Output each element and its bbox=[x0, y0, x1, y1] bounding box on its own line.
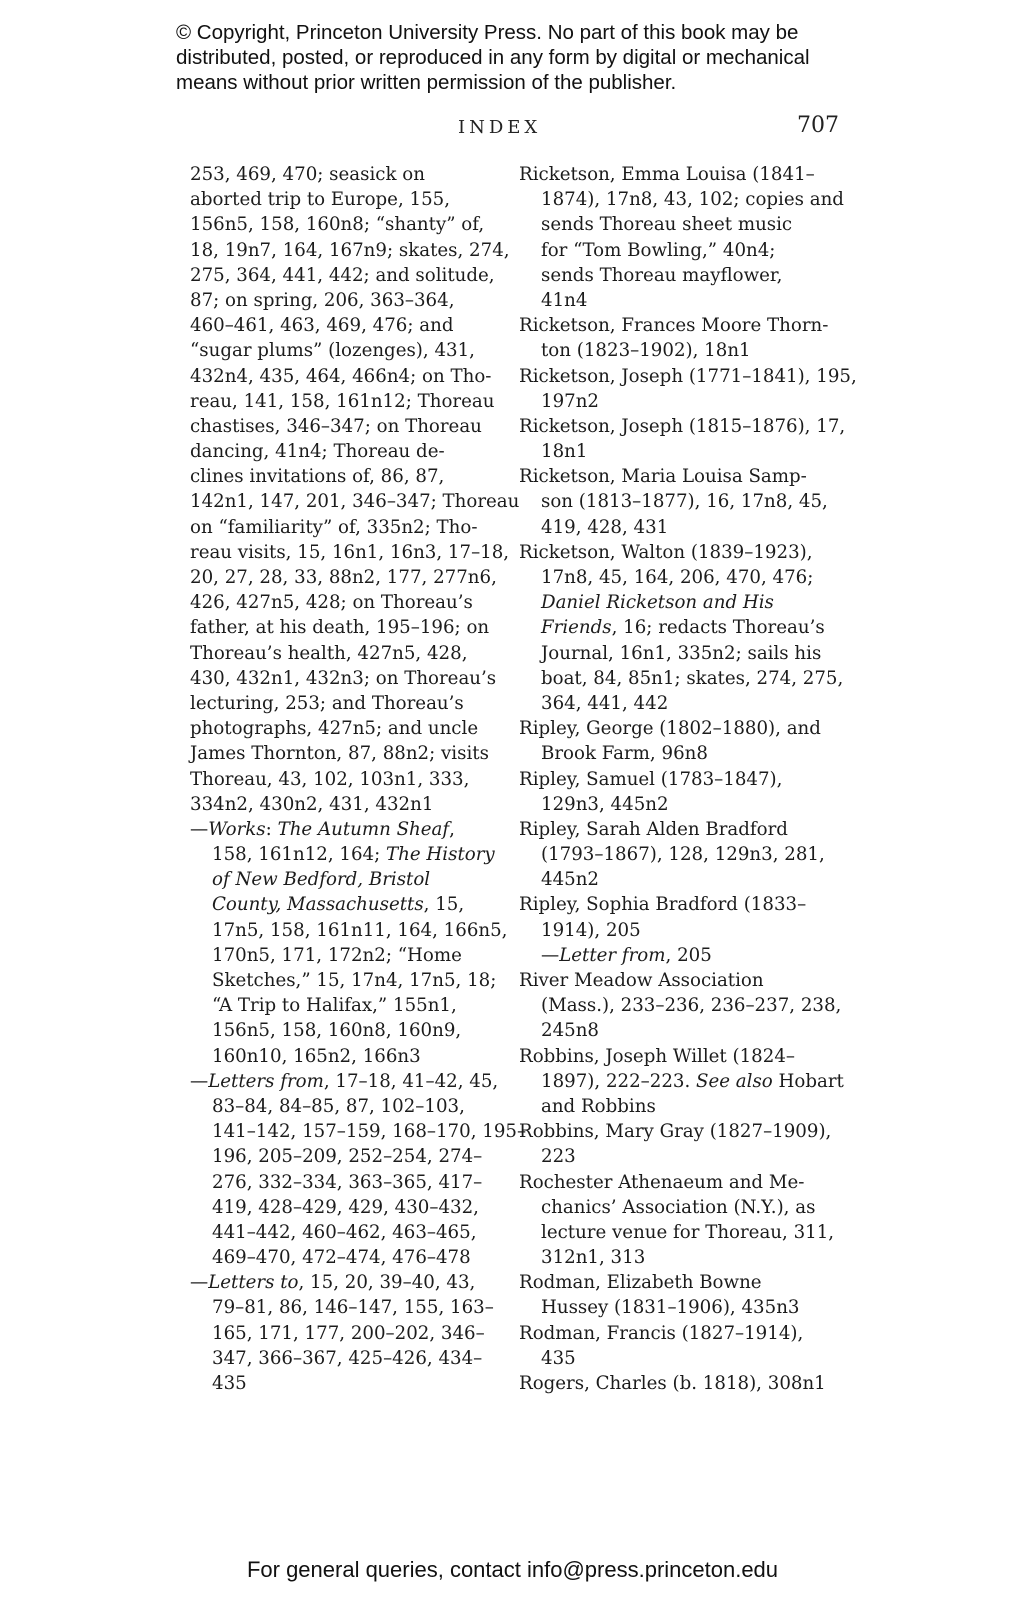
index-entry-line: on “familiarity” of, 335n2; Tho- bbox=[190, 516, 478, 538]
index-entry-line: Ricketson, Walton (1839–1923), bbox=[519, 541, 813, 563]
index-entry-line: clines invitations of, 86, 87, bbox=[190, 466, 445, 488]
index-entry-line: Thoreau’s health, 427n5, 428, bbox=[190, 642, 468, 664]
index-entry-line: chastises, 346–347; on Thoreau bbox=[190, 415, 482, 437]
index-entry-continuation: (1793–1867), 128, 129n3, 281, bbox=[541, 844, 825, 866]
index-entry-continuation: 469–470, 472–474, 476–478 bbox=[212, 1247, 471, 1269]
index-entry-continuation: Sketches,” 15, 17n4, 17n5, 18; bbox=[212, 970, 497, 991]
index-entry-line: Ripley, Sophia Bradford (1833– bbox=[519, 894, 807, 916]
index-column-left bbox=[190, 162, 527, 1396]
index-entry-line: River Meadow Association bbox=[519, 970, 764, 991]
index-entry-continuation: 276, 332–334, 363–365, 417– bbox=[212, 1171, 483, 1193]
index-entry-continuation: County, Massachusetts, 15, bbox=[212, 894, 465, 916]
index-entry-line: Ricketson, Maria Louisa Samp- bbox=[519, 466, 807, 488]
index-entry-line: reau, 141, 158, 161n12; Thoreau bbox=[190, 390, 495, 412]
index-entry-line: Robbins, Mary Gray (1827–1909), bbox=[519, 1121, 832, 1143]
index-entry-line: Rochester Athenaeum and Me- bbox=[519, 1171, 805, 1193]
copyright-notice bbox=[176, 20, 876, 95]
index-entry-line: “sugar plums” (lozenges), 431, bbox=[190, 340, 475, 362]
index-entry-line: —Letters to, 15, 20, 39–40, 43, bbox=[190, 1272, 476, 1294]
index-entry-continuation: ton (1823–1902), 18n1 bbox=[541, 340, 751, 362]
index-entry-continuation: 129n3, 445n2 bbox=[541, 793, 669, 815]
index-entry-line: —Letters from, 17–18, 41–42, 45, bbox=[190, 1070, 499, 1092]
index-entry-continuation: 1874), 17n8, 43, 102; copies and bbox=[541, 189, 844, 211]
index-entry-continuation: 165, 171, 177, 200–202, 346– bbox=[212, 1322, 485, 1344]
index-entry-line: 426, 427n5, 428; on Thoreau’s bbox=[190, 592, 473, 614]
index-entry-line: Ricketson, Frances Moore Thorn- bbox=[519, 315, 829, 337]
index-entry-continuation: sends Thoreau sheet music bbox=[541, 214, 793, 236]
section-title: INDEX bbox=[458, 117, 542, 138]
index-entry-continuation: 160n10, 165n2, 166n3 bbox=[212, 1045, 421, 1067]
index-entry-line: photographs, 427n5; and uncle bbox=[190, 718, 479, 740]
index-entry-continuation: —Letter from, 205 bbox=[541, 944, 712, 966]
index-entry-continuation: 17n8, 45, 164, 206, 470, 476; bbox=[541, 567, 814, 588]
index-entry-line: 18, 19n7, 164, 167n9; skates, 274, bbox=[190, 239, 510, 261]
index-entry-continuation: 435 bbox=[212, 1373, 247, 1394]
index-entry-continuation: “A Trip to Halifax,” 155n1, bbox=[212, 995, 457, 1017]
index-entry-line: 156n5, 158, 160n8; “shanty” of, bbox=[190, 214, 485, 236]
index-entry-line: father, at his death, 195–196; on bbox=[190, 617, 490, 639]
index-entry-line: aborted trip to Europe, 155, bbox=[190, 189, 451, 211]
index-entry-line: Thoreau, 43, 102, 103n1, 333, bbox=[190, 768, 470, 790]
index-entry-line: —Works: The Autumn Sheaf, bbox=[190, 818, 455, 840]
index-entry-continuation: 79–81, 86, 146–147, 155, 163– bbox=[212, 1297, 494, 1319]
index-entry-continuation: Hussey (1831–1906), 435n3 bbox=[541, 1297, 800, 1319]
index-entry-line: Rogers, Charles (b. 1818), 308n1 bbox=[519, 1373, 826, 1394]
index-entry-line: James Thornton, 87, 88n2; visits bbox=[190, 743, 489, 765]
index-entry-continuation: sends Thoreau mayflower, bbox=[541, 264, 783, 286]
index-entry-continuation: (Mass.), 233–236, 236–237, 238, bbox=[541, 995, 842, 1017]
index-entry-continuation: 158, 161n12, 164; The History bbox=[212, 844, 495, 866]
index-entry-continuation: Brook Farm, 96n8 bbox=[541, 743, 708, 765]
index-entry-continuation: 83–84, 84–85, 87, 102–103, bbox=[212, 1095, 465, 1117]
index-entry-continuation: Friends, 16; redacts Thoreau’s bbox=[541, 617, 825, 639]
index-entry-continuation: 435 bbox=[541, 1347, 576, 1369]
index-entry-continuation: chanics’ Association (N.Y.), as bbox=[541, 1196, 816, 1218]
index-entry-continuation: and Robbins bbox=[541, 1095, 656, 1117]
index-entry-continuation: 364, 441, 442 bbox=[541, 692, 669, 714]
copyright-line: © Copyright, Princeton University Press. No part of this book may be bbox=[176, 21, 799, 44]
index-entry-line: Rodman, Elizabeth Bowne bbox=[519, 1272, 762, 1294]
index-entry-continuation: 41n4 bbox=[541, 289, 588, 311]
index-entry-line: Ricketson, Emma Louisa (1841– bbox=[519, 164, 815, 185]
index-entry-line: 460–461, 463, 469, 476; and bbox=[190, 315, 454, 337]
index-entry-line: 432n4, 435, 464, 466n4; on Tho- bbox=[190, 365, 492, 387]
footer-contact: For general queries, contact info@press.princeton.edu bbox=[246, 1557, 779, 1582]
index-entry-continuation: boat, 84, 85n1; skates, 274, 275, bbox=[541, 667, 844, 689]
index-entry-line: Ripley, Samuel (1783–1847), bbox=[519, 768, 783, 790]
index-entry-continuation: 441–442, 460–462, 463–465, bbox=[212, 1221, 477, 1243]
index-entry-line: Ripley, George (1802–1880), and bbox=[519, 718, 821, 740]
index-entry-continuation: 245n8 bbox=[541, 1020, 599, 1042]
index-entry-line: Rodman, Francis (1827–1914), bbox=[519, 1322, 804, 1344]
index-entry-line: 20, 27, 28, 33, 88n2, 177, 277n6, bbox=[190, 567, 497, 588]
index-entry-continuation: lecture venue for Thoreau, 311, bbox=[541, 1221, 835, 1243]
running-head bbox=[0, 113, 1025, 143]
index-entry-continuation: 156n5, 158, 160n8, 160n9, bbox=[212, 1020, 462, 1042]
index-entry-line: Ripley, Sarah Alden Bradford bbox=[519, 818, 788, 840]
index-entry-line: dancing, 41n4; Thoreau de- bbox=[190, 441, 445, 463]
copyright-line: means without prior written permission of the publisher. bbox=[176, 71, 677, 94]
index-entry-line: 334n2, 430n2, 431, 432n1 bbox=[190, 793, 434, 815]
page-number: 707 bbox=[797, 113, 839, 138]
index-entry-line: 142n1, 147, 201, 346–347; Thoreau bbox=[190, 491, 520, 513]
index-entry-continuation: 197n2 bbox=[541, 390, 599, 412]
index-entry-continuation: 419, 428, 431 bbox=[541, 516, 669, 538]
index-entry-continuation: 196, 205–209, 252–254, 274– bbox=[212, 1146, 483, 1168]
index-entry-line: 87; on spring, 206, 363–364, bbox=[190, 289, 455, 311]
index-entry-continuation: 347, 366–367, 425–426, 434– bbox=[212, 1347, 483, 1369]
index-entry-continuation: 445n2 bbox=[541, 869, 599, 891]
index-entry-line: reau visits, 15, 16n1, 16n3, 17–18, bbox=[190, 541, 510, 563]
index-entry-continuation: 18n1 bbox=[541, 441, 588, 463]
index-entry-line: 275, 364, 441, 442; and solitude, bbox=[190, 264, 495, 286]
index-entry-line: lecturing, 253; and Thoreau’s bbox=[190, 692, 464, 714]
index-entry-continuation: 419, 428–429, 429, 430–432, bbox=[212, 1196, 479, 1218]
index-entry-line: Robbins, Joseph Willet (1824– bbox=[519, 1045, 795, 1067]
index-entry-line: 253, 469, 470; seasick on bbox=[190, 164, 425, 185]
index-entry-continuation: 141–142, 157–159, 168–170, 195– bbox=[212, 1121, 527, 1143]
index-column-right bbox=[519, 162, 857, 1396]
index-entry-continuation: 223 bbox=[541, 1146, 576, 1168]
index-entry-line: Ricketson, Joseph (1771–1841), 195, bbox=[519, 365, 857, 387]
index-entry-continuation: 312n1, 313 bbox=[541, 1247, 646, 1269]
index-entry-continuation: 17n5, 158, 161n11, 164, 166n5, bbox=[212, 919, 508, 941]
index-entry-continuation: Journal, 16n1, 335n2; sails his bbox=[541, 642, 822, 664]
index-entry-continuation: son (1813–1877), 16, 17n8, 45, bbox=[541, 491, 828, 513]
index-entry-continuation: Daniel Ricketson and His bbox=[541, 592, 774, 614]
index-entry-continuation: of New Bedford, Bristol bbox=[212, 869, 431, 891]
index-entry-continuation: 170n5, 171, 172n2; “Home bbox=[212, 944, 462, 966]
index-entry-line: 430, 432n1, 432n3; on Thoreau’s bbox=[190, 667, 497, 689]
index-entry-continuation: 1897), 222–223. See also Hobart bbox=[541, 1070, 844, 1092]
copyright-line: distributed, posted, or reproduced in any form by digital or mechanical bbox=[176, 46, 810, 69]
index-entry-line: Ricketson, Joseph (1815–1876), 17, bbox=[519, 415, 846, 437]
index-entry-continuation: for “Tom Bowling,” 40n4; bbox=[541, 239, 776, 261]
index-entry-continuation: 1914), 205 bbox=[541, 919, 641, 941]
